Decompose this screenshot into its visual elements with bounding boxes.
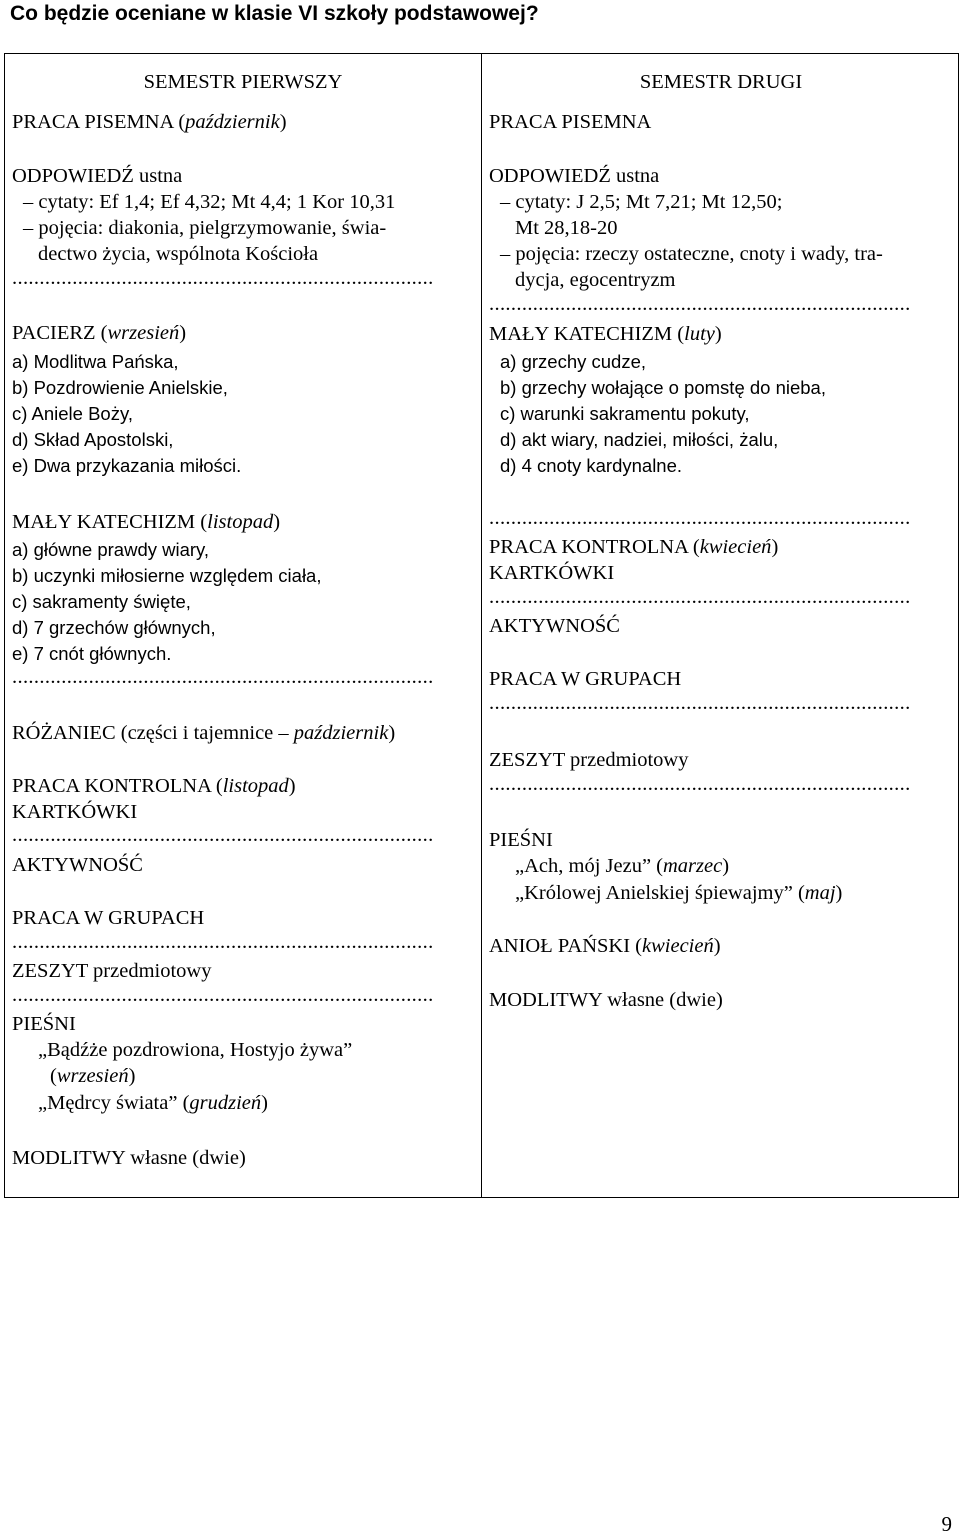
song-item: „Królowej Anielskiej śpiewajmy” (maj)	[515, 882, 843, 904]
catechism-heading: MAŁY KATECHIZM (listopad)	[12, 511, 281, 533]
rosary-heading: RÓŻANIEC (części i tajemnice – październik)	[12, 722, 396, 744]
list-item: a) Modlitwa Pańska,	[12, 351, 179, 372]
list-item: a) główne prawdy wiary,	[12, 539, 210, 560]
column-divider	[481, 54, 482, 1197]
written-work: PRACA PISEMNA (październik)	[12, 111, 287, 133]
page-number: 9	[941, 1512, 952, 1536]
oral-answer: ODPOWIEDŹ ustna	[489, 165, 660, 187]
list-item: e) Dwa przykazania miłości.	[12, 455, 242, 476]
dotted-line: .............................................................................	[489, 507, 911, 529]
songs-heading: PIEŚNI	[489, 829, 553, 851]
oral-answer: ODPOWIEDŹ ustna	[12, 165, 183, 187]
semester-one-title: SEMESTR PIERWSZY	[143, 71, 343, 93]
dotted-line: .............................................................................	[489, 692, 911, 714]
angelus-heading: ANIOŁ PAŃSKI (kwiecień)	[489, 935, 721, 957]
dotted-line: .............................................................................	[12, 267, 434, 289]
written-work: PRACA PISEMNA	[489, 111, 652, 133]
dotted-line: .............................................................................	[12, 824, 434, 846]
list-item: d) akt wiary, nadziei, miłości, żalu,	[500, 429, 779, 450]
own-prayers: MODLITWY własne (dwie)	[489, 989, 723, 1011]
activity: AKTYWNOŚĆ	[489, 615, 620, 637]
quotes-line-cont: Mt 28,18-20	[515, 217, 618, 239]
quizzes: KARTKÓWKI	[12, 801, 138, 823]
dotted-line: .............................................................................	[489, 586, 911, 608]
concepts-line-cont: dectwo życia, wspólnota Kościoła	[38, 243, 319, 265]
list-item: d) 4 cnoty kardynalne.	[500, 455, 683, 476]
song-item: „Mędrcy świata” (grudzień)	[38, 1092, 268, 1114]
dotted-line: .............................................................................	[12, 666, 434, 688]
quotes-line: – cytaty: Ef 1,4; Ef 4,32; Mt 4,4; 1 Kor 10,31	[23, 191, 396, 213]
list-item: d) Skład Apostolski,	[12, 429, 174, 450]
list-item: e) 7 cnót głównych.	[12, 643, 172, 664]
list-item: a) grzechy cudze,	[500, 351, 647, 372]
quizzes: KARTKÓWKI	[489, 562, 615, 584]
quotes-line: – cytaty: J 2,5; Mt 7,21; Mt 12,50;	[500, 191, 783, 213]
page-title: Co będzie oceniane w klasie VI szkoły podstawowej?	[10, 2, 539, 25]
song-item-month: (wrzesień)	[50, 1065, 136, 1087]
notebook: ZESZYT przedmiotowy	[12, 960, 212, 982]
list-item: d) 7 grzechów głównych,	[12, 617, 216, 638]
own-prayers: MODLITWY własne (dwie)	[12, 1147, 246, 1169]
songs-heading: PIEŚNI	[12, 1013, 76, 1035]
notebook: ZESZYT przedmiotowy	[489, 749, 689, 771]
concepts-line: – pojęcia: rzeczy ostateczne, cnoty i wady, tra-	[500, 243, 883, 265]
list-item: c) Aniele Boży,	[12, 403, 133, 424]
group-work: PRACA W GRUPACH	[12, 907, 205, 929]
list-item: c) sakramenty święte,	[12, 591, 191, 612]
concepts-line: – pojęcia: diakonia, pielgrzymowanie, świa-	[23, 217, 387, 239]
list-item: b) grzechy wołające o pomstę do nieba,	[500, 377, 826, 398]
dotted-line: .............................................................................	[12, 984, 434, 1006]
control-work: PRACA KONTROLNA (listopad)	[12, 775, 296, 797]
list-item: c) warunki sakramentu pokuty,	[500, 403, 750, 424]
semester-two-title: SEMESTR DRUGI	[639, 71, 803, 93]
activity: AKTYWNOŚĆ	[12, 854, 143, 876]
control-work: PRACA KONTROLNA (kwiecień)	[489, 536, 779, 558]
dotted-line: .............................................................................	[489, 773, 911, 795]
group-work: PRACA W GRUPACH	[489, 668, 682, 690]
grading-table	[4, 53, 959, 1198]
list-item: b) uczynki miłosierne względem ciała,	[12, 565, 322, 586]
song-item: „Bądźże pozdrowiona, Hostyjo żywa”	[38, 1039, 353, 1061]
dotted-line: .............................................................................	[489, 293, 911, 315]
prayers-heading: PACIERZ (wrzesień)	[12, 322, 187, 344]
song-item: „Ach, mój Jezu” (marzec)	[515, 855, 730, 877]
dotted-line: .............................................................................	[12, 931, 434, 953]
list-item: b) Pozdrowienie Anielskie,	[12, 377, 228, 398]
catechism-heading: MAŁY KATECHIZM (luty)	[489, 323, 722, 345]
concepts-line-cont: dycja, egocentryzm	[515, 269, 676, 291]
